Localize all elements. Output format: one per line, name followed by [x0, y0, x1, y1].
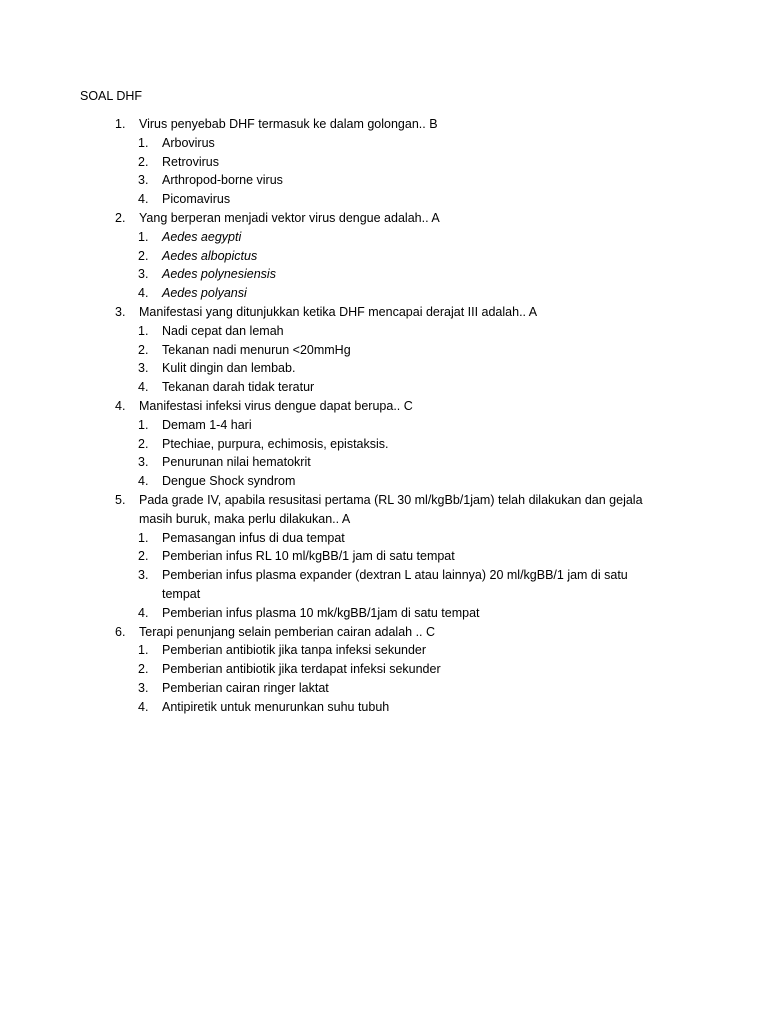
option-5-1	[138, 529, 667, 548]
option-2-4	[138, 284, 667, 303]
question-number: 2.	[115, 210, 126, 225]
option-number: 2.	[138, 549, 149, 564]
option-2-1	[138, 228, 667, 247]
option-number: 3.	[138, 173, 149, 188]
option-text: Pemberian antibiotik jika terdapat infeksi sekunder	[162, 662, 441, 677]
option-5-2	[138, 547, 667, 566]
option-number: 1.	[138, 643, 149, 658]
question-text: Manifestasi infeksi virus dengue dapat berupa.. C	[139, 398, 413, 413]
question-list	[0, 115, 768, 717]
option-text: Nadi cepat dan lemah	[162, 323, 284, 338]
option-1-3	[138, 171, 667, 190]
option-number: 4.	[138, 380, 149, 395]
option-6-3	[138, 679, 667, 698]
option-6-2	[138, 660, 667, 679]
option-number: 3.	[138, 568, 149, 583]
question-text: Manifestasi yang ditunjukkan ketika DHF mencapai derajat III adalah.. A	[139, 304, 538, 319]
option-text: Arthropod-borne virus	[162, 173, 283, 188]
option-text: Dengue Shock syndrom	[162, 474, 296, 489]
option-number: 3.	[138, 361, 149, 376]
option-text: Tekanan darah tidak teratur	[162, 380, 315, 395]
question-number: 1.	[115, 117, 126, 131]
option-number: 1.	[138, 135, 149, 150]
option-3-2	[138, 341, 667, 360]
question-text: Pada grade IV, apabila resusitasi pertama (RL 30 ml/kgBb/1jam) telah dilakukan dan gejala masih buruk, maka perlu dilakukan.. A	[139, 492, 643, 526]
option-text: Aedes polyansi	[162, 286, 247, 301]
option-4-2	[138, 435, 667, 454]
option-1-4	[138, 190, 667, 209]
option-text: Picomavirus	[162, 192, 231, 207]
option-number: 2.	[138, 342, 149, 357]
option-number: 1.	[138, 229, 149, 244]
option-text: Pemberian infus RL 10 ml/kgBB/1 jam di satu tempat	[162, 549, 455, 564]
option-5-4	[138, 604, 667, 623]
option-text: Tekanan nadi menurun <20mmHg	[162, 342, 351, 357]
question-text: Yang berperan menjadi vektor virus dengue adalah.. A	[139, 210, 440, 225]
option-text: Pemasangan infus di dua tempat	[162, 530, 345, 545]
option-text: Demam 1-4 hari	[162, 417, 252, 432]
question-4	[115, 397, 669, 416]
option-number: 4.	[138, 605, 149, 620]
question-3	[115, 303, 669, 322]
option-2-3	[138, 265, 667, 284]
option-text: Retrovirus	[162, 154, 219, 169]
option-text: Arbovirus	[162, 135, 215, 150]
option-1-2	[138, 153, 667, 172]
option-number: 2.	[138, 154, 149, 169]
question-number: 6.	[115, 624, 126, 639]
option-6-1	[138, 641, 667, 660]
question-2	[115, 209, 669, 228]
option-2-2	[138, 247, 667, 266]
option-text: Pemberian infus plasma 10 mk/kgBB/1jam di satu tempat	[162, 605, 480, 620]
option-text: Penurunan nilai hematokrit	[162, 455, 311, 470]
question-6	[115, 623, 669, 642]
option-3-4	[138, 378, 667, 397]
option-number: 3.	[138, 680, 149, 695]
option-number: 2.	[138, 248, 149, 263]
option-text: Aedes albopictus	[162, 248, 258, 263]
option-4-3	[138, 453, 667, 472]
option-text: Antipiretik untuk menurunkan suhu tubuh	[162, 699, 390, 714]
question-1	[115, 115, 669, 134]
option-text: Aedes polynesiensis	[162, 267, 276, 282]
question-5	[115, 491, 669, 529]
option-1-1	[138, 134, 667, 153]
option-number: 2.	[138, 662, 149, 677]
question-number: 5.	[115, 492, 126, 507]
option-number: 4.	[138, 286, 149, 301]
option-3-3	[138, 359, 667, 378]
option-5-3	[138, 566, 667, 604]
option-number: 3.	[138, 267, 149, 282]
option-number: 4.	[138, 192, 149, 207]
option-number: 2.	[138, 436, 149, 451]
question-text: Terapi penunjang selain pemberian cairan adalah .. C	[139, 624, 436, 639]
option-6-4	[138, 698, 667, 717]
option-number: 1.	[138, 323, 149, 338]
question-text: Virus penyebab DHF termasuk ke dalam golongan.. B	[139, 117, 438, 131]
option-4-1	[138, 416, 667, 435]
option-number: 1.	[138, 417, 149, 432]
option-text: Pemberian infus plasma expander (dextran L atau lainnya) 20 ml/kgBB/1 jam di satu tempat	[162, 568, 628, 601]
question-number: 3.	[115, 304, 126, 319]
option-4-4	[138, 472, 667, 491]
option-text: Pemberian cairan ringer laktat	[162, 680, 329, 695]
option-number: 4.	[138, 474, 149, 489]
option-number: 1.	[138, 530, 149, 545]
option-text: Kulit dingin dan lembab.	[162, 361, 296, 376]
option-text: Ptechiae, purpura, echimosis, epistaksis.	[162, 436, 389, 451]
page-title: SOAL DHF	[80, 89, 143, 103]
option-text: Aedes aegypti	[162, 229, 242, 244]
option-3-1	[138, 322, 667, 341]
option-number: 3.	[138, 455, 149, 470]
option-text: Pemberian antibiotik jika tanpa infeksi sekunder	[162, 643, 427, 658]
question-number: 4.	[115, 398, 126, 413]
option-number: 4.	[138, 699, 149, 714]
